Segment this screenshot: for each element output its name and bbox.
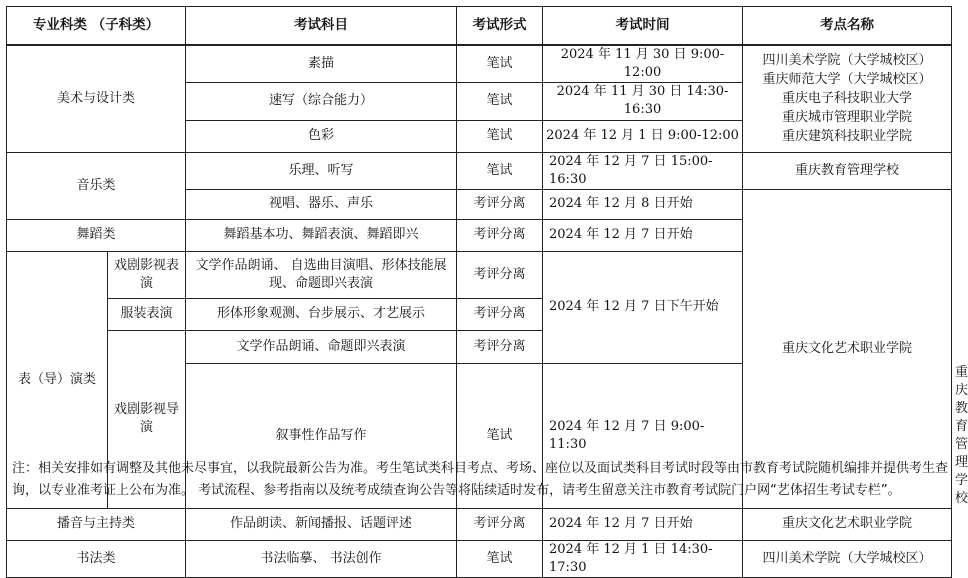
header-category: 专业科类 （子科类） — [7, 7, 186, 45]
form-cell: 笔试 — [457, 45, 543, 83]
form-cell: 笔试 — [457, 363, 543, 508]
footnote: 注：相关安排如有调整及其他未尽事宜，以我院最新公告为准。考生笔试类科目考点、考场、座位以及面试类科目考试时段等由市教育考试院随机编排并提供考生查询，以专业准考证上公布为准。 考试流程、参考指南以及统考成绩查询公告等将陆续适时发布，请考生留意关注市教育考试院门户网“艺体招生考试专栏”。 — [12, 461, 949, 498]
subject-cell: 文学作品朗诵、 自选曲目演唱、形体技能展现、命题即兴表演 — [186, 251, 457, 298]
category-cell: 书法类 — [7, 540, 186, 577]
venue-line: 重庆师范大学（大学城校区） — [762, 72, 932, 87]
subject-cell: 舞蹈基本功、舞蹈表演、舞蹈即兴 — [186, 219, 457, 251]
subject-cell: 书法临摹、 书法创作 — [186, 540, 457, 577]
form-cell: 笔试 — [457, 540, 543, 577]
header-subject: 考试科目 — [186, 7, 457, 45]
venue-line: 重庆建筑科技职业学院 — [782, 129, 913, 144]
form-cell: 笔试 — [457, 152, 543, 189]
category-cell: 舞蹈类 — [7, 219, 186, 251]
subject-cell: 形体形象观测、台步展示、才艺展示 — [186, 298, 457, 330]
table-row — [7, 540, 952, 577]
time-cell: 2024 年 11 月 30 日 14:30-16:30 — [543, 82, 743, 120]
form-cell: 考评分离 — [457, 508, 543, 540]
form-cell: 考评分离 — [457, 298, 543, 330]
venue-cell: 重庆文化艺术职业学院 — [743, 508, 952, 540]
venue-line: 重庆电子科技职业大学 — [782, 91, 913, 106]
subcategory-cell: 戏剧影视表演 — [108, 251, 186, 298]
table-row — [7, 45, 952, 83]
category-cell: 美术与设计类 — [7, 45, 186, 153]
time-cell: 2024 年 12 月 7 日 15:00-16:30 — [543, 152, 743, 189]
form-cell: 考评分离 — [457, 330, 543, 363]
time-cell: 2024 年 12 月 8 日开始 — [543, 189, 743, 219]
category-cell: 音乐类 — [7, 152, 186, 219]
header-venue: 考点名称 — [743, 7, 952, 45]
subject-cell: 乐理、听写 — [186, 152, 457, 189]
venue-line: 重庆城市管理职业学院 — [782, 110, 913, 125]
time-cell: 2024 年 12 月 7 日下午开始 — [543, 251, 743, 363]
subcategory-cell: 服装表演 — [108, 298, 186, 330]
time-cell: 2024 年 12 月 1 日 9:00-12:00 — [543, 120, 743, 152]
venue-cell — [743, 45, 952, 153]
form-cell: 笔试 — [457, 120, 543, 152]
header-form: 考试形式 — [457, 7, 543, 45]
table-row — [7, 508, 952, 540]
subject-cell: 速写（综合能力） — [186, 82, 457, 120]
category-cell: 播音与主持类 — [7, 508, 186, 540]
subject-cell: 视唱、器乐、声乐 — [186, 189, 457, 219]
subject-cell: 作品朗读、新闻播报、话题评述 — [186, 508, 457, 540]
table-row — [7, 152, 952, 189]
subject-cell: 色彩 — [186, 120, 457, 152]
header-time: 考试时间 — [543, 7, 743, 45]
venue-line: 四川美术学院（大学城校区） — [762, 53, 932, 68]
subcategory-cell: 戏剧影视导演 — [108, 330, 186, 508]
subject-cell: 素描 — [186, 45, 457, 83]
time-cell: 2024 年 11 月 30 日 9:00-12:00 — [543, 45, 743, 83]
category-cell: 表（导）演类 — [7, 251, 108, 508]
form-cell: 考评分离 — [457, 189, 543, 219]
form-cell: 考评分离 — [457, 219, 543, 251]
header-row — [7, 7, 952, 45]
subject-cell: 叙事性作品写作 — [186, 363, 457, 508]
venue-cell: 四川美术学院（大学城校区） — [743, 540, 952, 577]
table-row: 叙事性作品写作 笔试 2024 年 12 月 7 日 9:00-11:30 重庆教育管理学校 — [7, 363, 952, 508]
venue-cell: 重庆文化艺术职业学院 — [743, 189, 952, 508]
time-cell: 2024 年 12 月 7 日 9:00-11:30 — [543, 363, 743, 508]
subject-cell: 文学作品朗诵、命题即兴表演 — [186, 330, 457, 363]
form-cell: 笔试 — [457, 82, 543, 120]
venue-cell: 重庆教育管理学校 — [743, 152, 952, 189]
time-cell: 2024 年 12 月 7 日开始 — [543, 508, 743, 540]
time-cell: 2024 年 12 月 1 日 14:30-17:30 — [543, 540, 743, 577]
time-cell: 2024 年 12 月 7 日开始 — [543, 219, 743, 251]
form-cell: 考评分离 — [457, 251, 543, 298]
